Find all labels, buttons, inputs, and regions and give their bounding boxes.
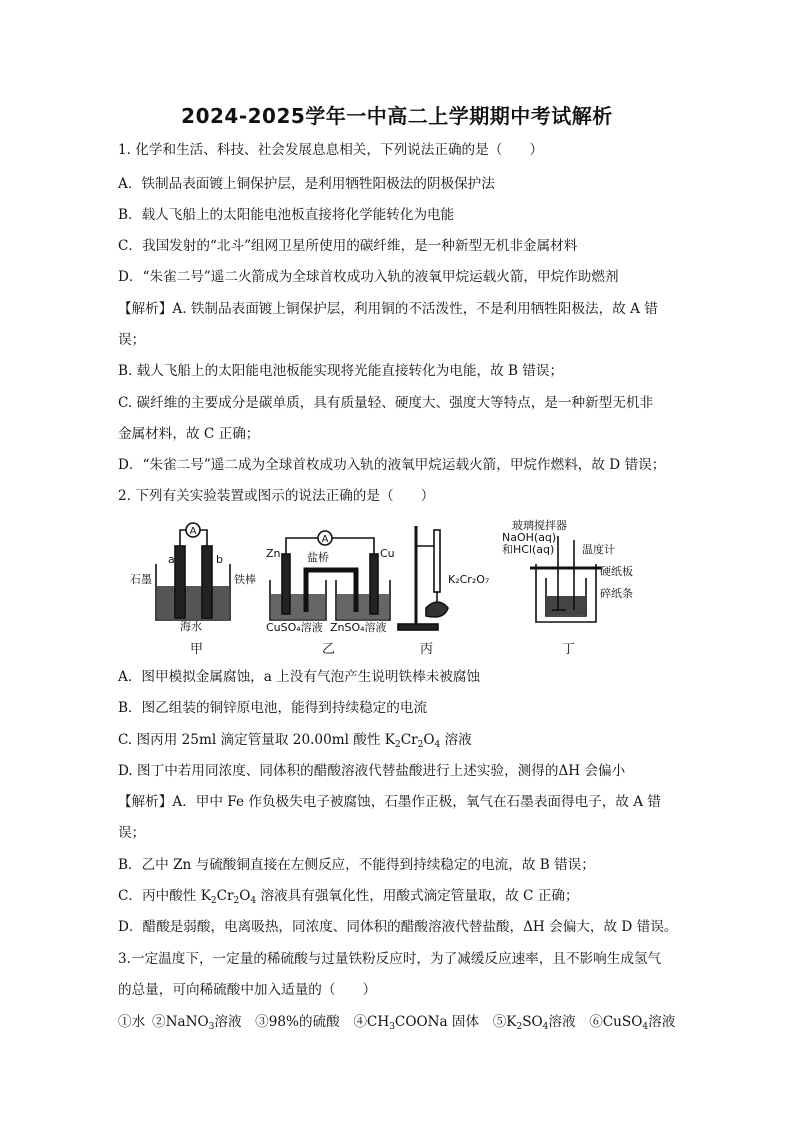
- q2-analysis-c: C．丙中酸性 $K_2Cr_2O_4$ 溶液具有强氧化性，用酸式滴定管量取，故 C 正确；: [118, 888, 579, 906]
- bing-caption: 丙: [420, 642, 434, 657]
- yi-ammeter-symbol: A: [321, 534, 329, 545]
- ding-label-thermometer: 温度计: [582, 543, 615, 556]
- q3-option-1: ①水: [118, 1014, 146, 1030]
- q1-analysis-c-line1: C. 碳纤维的主要成分是碳单质，具有质量轻、硬度大、强度大等特点，是一种新型无机非: [118, 395, 654, 411]
- q2-option-d: D. 图丁中若用同浓度、同体积的醋酸溶液代替盐酸进行上述实验，测得的ΔH 会偏小: [118, 763, 626, 779]
- jia-label-graphite: 石墨: [130, 573, 152, 586]
- q3-options: [118, 1012, 675, 1032]
- q1-analysis-a-line2: 误；: [118, 332, 146, 348]
- q2-apparatus-figure: [130, 516, 690, 656]
- ding-label-cardboard: 硬纸板: [600, 565, 633, 578]
- q3-option-6: ⑥CuSO$_4$溶液: [589, 1014, 676, 1032]
- q1-option-c: C．我国发射的“北斗”组网卫星所使用的碳纤维，是一种新型无机非金属材料: [118, 238, 578, 254]
- q2-stem: 2. 下列有关实验装置或图示的说法正确的是（ ）: [118, 488, 435, 504]
- page-title: 2024-2025学年一中高二上学期期中考试解析: [181, 104, 613, 128]
- jia-ammeter-symbol: A: [189, 526, 197, 537]
- yi-caption: 乙: [322, 642, 336, 657]
- q2-option-b: B．图乙组装的铜锌原电池，能得到持续稳定的电流: [118, 700, 428, 716]
- jia-caption: 甲: [190, 642, 204, 657]
- yi-label-zn: Zn: [266, 547, 281, 560]
- q1-analysis-c-line2: 金属材料，故 C 正确；: [118, 426, 260, 442]
- q1-analysis-a-line1: 【解析】A. 铁制品表面镀上铜保护层，利用铜的不活泼性，不是利用牺牲阳极法，故 A 错: [118, 301, 658, 317]
- ding-label-naoh: NaOH(aq): [502, 531, 557, 544]
- q3-stem-line2: 的总量，可向稀硫酸中加入适量的（ ）: [118, 982, 377, 998]
- jia-label-b: b: [216, 553, 223, 566]
- q2-analysis-d: D．醋酸是弱酸，电离吸热，同浓度、同体积的醋酸溶液代替盐酸，ΔH 会偏大，故 D 错误。: [118, 919, 678, 935]
- q1-analysis-d: D．“朱雀二号”遥二成为全球首枚成功入轨的液氧甲烷运载火箭，甲烷作燃料，故 D 错误；: [118, 457, 666, 473]
- q1-option-a: A．铁制品表面镀上铜保护层，是利用牺牲阳极法的阴极保护法: [118, 176, 495, 192]
- ding-label-hcl: 和HCl(aq): [502, 543, 555, 556]
- ding-caption: 丁: [562, 642, 576, 657]
- q1-analysis-b: B. 载人飞船上的太阳能电池板能实现将光能直接转化为电能，故 B 错误；: [118, 363, 564, 379]
- ding-label-paper-scraps: 碎纸条: [600, 587, 633, 600]
- q2-analysis-a-line1: 【解析】A．甲中 Fe 作负极失电子被腐蚀，石墨作正极，氧气在石墨表面得电子，故 A 错: [118, 794, 662, 810]
- q2-option-a: A．图甲模拟金属腐蚀，a 上没有气泡产生说明铁棒未被腐蚀: [118, 669, 481, 685]
- jia-label-a: a: [168, 553, 175, 566]
- jia-label-seawater: 海水: [180, 620, 202, 633]
- q3-stem-line1: 3.一定温度下，一定量的稀硫酸与过量铁粉反应时，为了减缓反应速率，且不影响生成氢气: [118, 951, 662, 967]
- q2-option-c: C. 图丙用 25ml 滴定管量取 20.00ml 酸性 $K_2Cr_2O_4$ 溶液: [118, 732, 472, 750]
- q2-analysis-b: B．乙中 Zn 与硫酸铜直接在左侧反应，不能得到持续稳定的电流，故 B 错误；: [118, 857, 595, 873]
- q2-analysis-a-line2: 误；: [118, 825, 146, 841]
- q3-option-5: $⑤K_2SO_4$溶液: [492, 1014, 576, 1032]
- q3-option-4: $④CH_3COONa$ 固体: [353, 1014, 480, 1032]
- bing-label-reagent: K₂Cr₂O₇: [448, 573, 490, 586]
- jia-label-iron-rod: 铁棒: [234, 573, 256, 586]
- apparatus-drawing: [130, 516, 690, 656]
- q1-stem: 1. 化学和生活、科技、社会发展息息相关，下列说法正确的是（ ）: [118, 142, 544, 158]
- yi-label-cuso4: CuSO₄溶液: [266, 621, 323, 634]
- q3-option-2: ②NaNO$_3$溶液: [151, 1014, 242, 1032]
- q1-option-d: D．“朱雀二号”遥二火箭成为全球首枚成功入轨的液氧甲烷运载火箭，甲烷作助燃剂: [118, 269, 619, 285]
- yi-label-salt-bridge: 盐桥: [307, 551, 329, 564]
- ding-label-stirrer: 玻璃搅拌器: [512, 519, 567, 532]
- yi-label-cu: Cu: [380, 547, 395, 560]
- q3-option-3: ③98%的硫酸: [255, 1014, 340, 1030]
- yi-label-znso4: ZnSO₄溶液: [330, 621, 387, 634]
- q1-option-b: B．载人飞船上的太阳能电池板直接将化学能转化为电能: [118, 207, 455, 223]
